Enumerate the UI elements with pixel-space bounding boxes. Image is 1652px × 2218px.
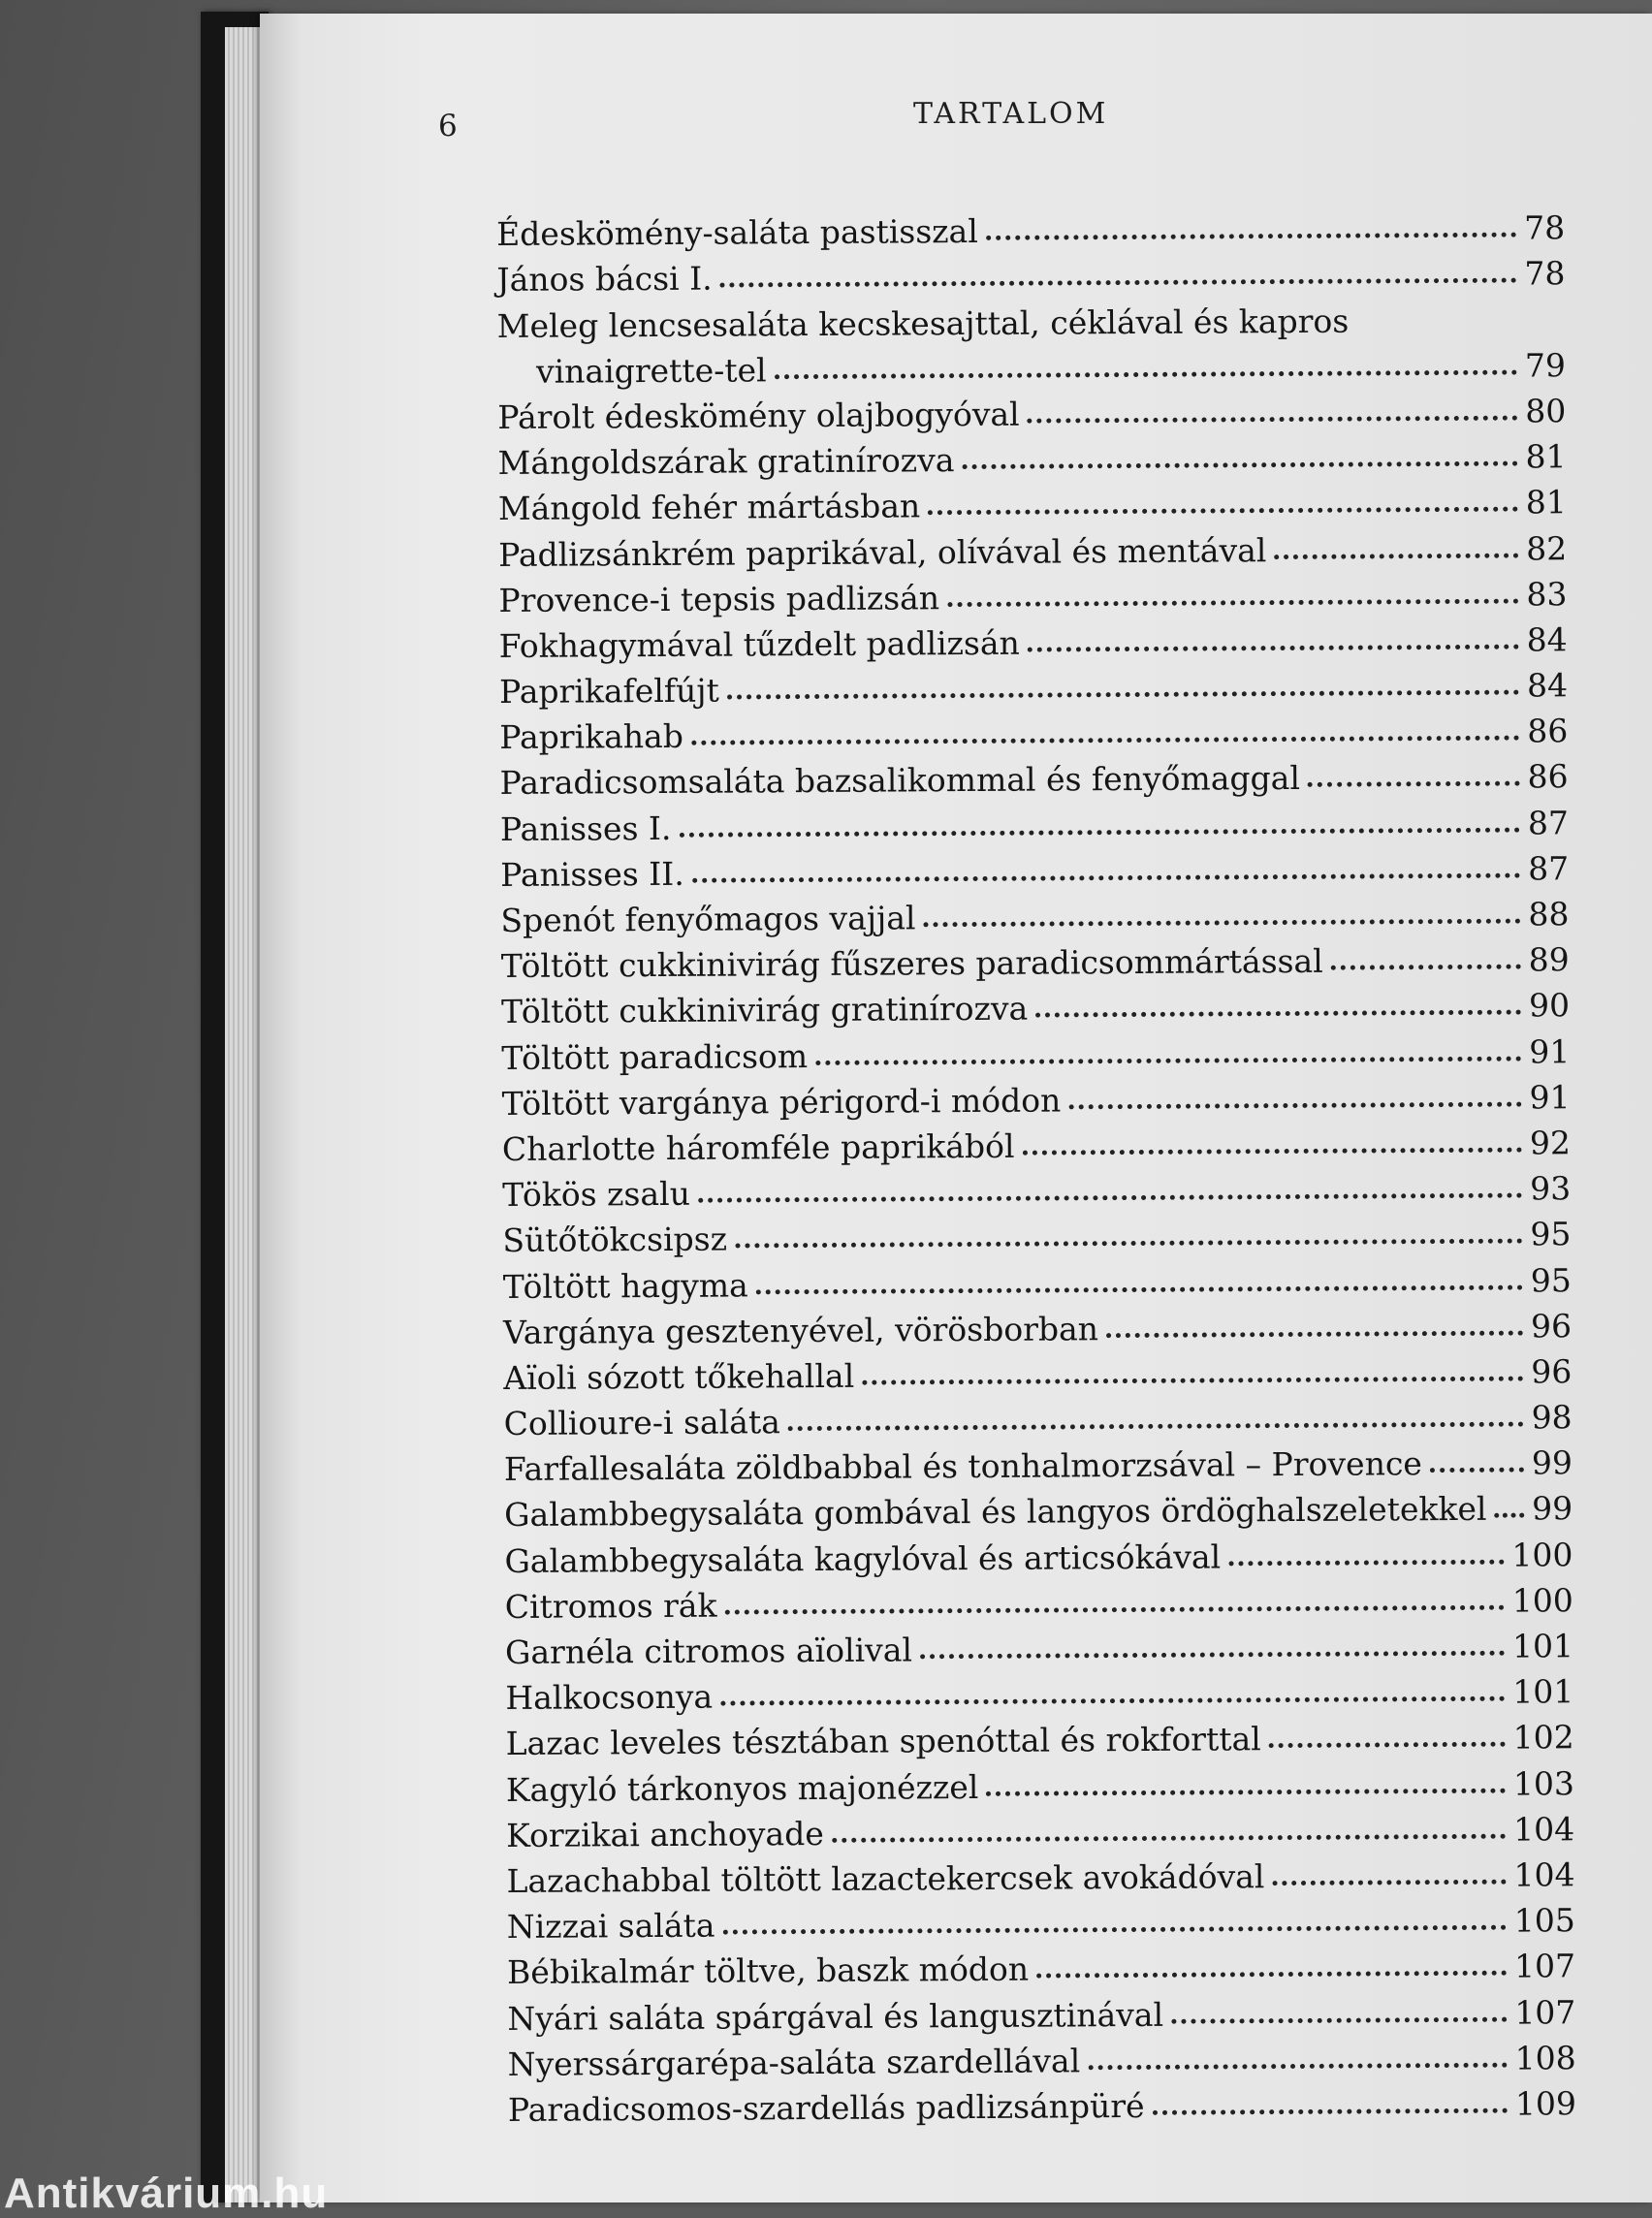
toc-entry-page: 96 bbox=[1531, 1352, 1573, 1391]
dot-leader bbox=[1088, 2030, 1508, 2070]
toc-entry-title: Halkocsonya bbox=[505, 1677, 714, 1718]
toc-entry-page: 93 bbox=[1530, 1169, 1572, 1208]
toc-entry bbox=[508, 2080, 1576, 2133]
toc-entry-page: 108 bbox=[1514, 2038, 1576, 2077]
dot-leader bbox=[1272, 1848, 1506, 1885]
toc-entry-title: Paradicsomos-szardellás padlizsánpüré bbox=[507, 2086, 1145, 2129]
dot-leader bbox=[862, 1344, 1523, 1384]
toc-entry-page: 99 bbox=[1532, 1489, 1573, 1528]
toc-entry-page: 90 bbox=[1528, 986, 1571, 1025]
toc-entry-title: Panisses II. bbox=[500, 854, 684, 894]
toc-entry-title: Nizzai saláta bbox=[506, 1906, 715, 1947]
toc-entry-title: Édeskömény-saláta pastisszal bbox=[496, 212, 978, 254]
dot-leader bbox=[724, 1572, 1504, 1614]
dot-leader bbox=[1152, 2076, 1508, 2115]
toc-entry-page: 107 bbox=[1514, 1992, 1576, 2032]
dot-leader bbox=[1269, 1710, 1506, 1748]
toc-entry-page: 104 bbox=[1513, 1809, 1575, 1849]
toc-entry-page: 98 bbox=[1531, 1398, 1573, 1437]
toc-entry-title: Farfallesaláta zöldbabbal és tonhalmorzsával – Provence bbox=[503, 1444, 1423, 1489]
dot-leader bbox=[1494, 1481, 1524, 1518]
dot-leader bbox=[1308, 749, 1520, 787]
toc-entry-page: 91 bbox=[1529, 1078, 1571, 1117]
toc-entry-title: Spenót fenyőmagos vajjal bbox=[500, 899, 916, 939]
dot-leader bbox=[1430, 1436, 1524, 1473]
table-of-contents bbox=[496, 205, 1576, 2133]
toc-entry-page: 88 bbox=[1528, 895, 1570, 934]
dot-leader bbox=[719, 246, 1516, 288]
toc-entry-title: János bácsi I. bbox=[496, 260, 713, 300]
toc-entry-page: 100 bbox=[1511, 1535, 1573, 1574]
toc-entry-title: Fokhagymával tűzdelt padlizsán bbox=[498, 623, 1020, 665]
dot-leader bbox=[928, 475, 1518, 516]
dot-leader bbox=[698, 1161, 1523, 1203]
dot-leader bbox=[691, 704, 1520, 745]
toc-entry-title: Párolt édeskömény olajbogyóval bbox=[497, 395, 1020, 436]
toc-entry-page: 95 bbox=[1530, 1215, 1572, 1253]
toc-entry-page: 79 bbox=[1524, 346, 1567, 385]
toc-entry-page: 92 bbox=[1529, 1124, 1572, 1162]
toc-entry-title: Garnéla citromos aïolival bbox=[504, 1631, 913, 1671]
toc-entry-title: Sütőtökcsipsz bbox=[502, 1220, 728, 1260]
dot-leader bbox=[1035, 978, 1521, 1018]
dot-leader bbox=[832, 1801, 1507, 1842]
toc-entry-page: 104 bbox=[1513, 1855, 1575, 1894]
toc-entry-page: 87 bbox=[1528, 849, 1570, 888]
toc-entry-title: Kagyló tárkonyos majonézzel bbox=[505, 1767, 979, 1809]
toc-entry-page: 101 bbox=[1511, 1627, 1574, 1665]
toc-entry-title: Mángold fehér mártásban bbox=[497, 487, 921, 528]
toc-entry-title: Töltött paradicsom bbox=[501, 1036, 809, 1077]
dot-leader bbox=[1028, 612, 1519, 651]
toc-entry-title: Vargánya gesztenyével, vörösborban bbox=[502, 1309, 1099, 1351]
toc-entry-title: Paradicsomsaláta bazsalikommal és fenyőmaggal bbox=[499, 759, 1301, 803]
toc-entry-title: Töltött vargánya périgord-i módon bbox=[501, 1081, 1062, 1123]
toc-entry-page: 81 bbox=[1525, 483, 1567, 522]
page-number: 6 bbox=[438, 109, 458, 143]
toc-entry-title: Galambbegysaláta gombával és langyos ördöghalszeletekkel bbox=[504, 1490, 1487, 1535]
toc-entry-page: 82 bbox=[1526, 528, 1568, 568]
dot-leader bbox=[679, 795, 1520, 837]
dot-leader bbox=[1106, 1298, 1523, 1338]
toc-entry-title: Bébikalmár töltve, baszk módon bbox=[506, 1949, 1030, 1992]
dot-leader bbox=[1171, 1984, 1508, 2023]
dot-leader bbox=[1331, 933, 1521, 970]
toc-entry-page: 83 bbox=[1526, 574, 1568, 614]
dot-leader bbox=[774, 337, 1517, 379]
toc-entry-title: Charlotte háromféle paprikából bbox=[501, 1126, 1015, 1168]
toc-entry-title: Padlizsánkrém paprikával, olívával és mentával bbox=[498, 530, 1267, 574]
toc-entry-title: Panisses I. bbox=[499, 808, 672, 848]
toc-entry-title: Lazachabbal töltött lazactekercsek avokádóval bbox=[506, 1857, 1265, 1900]
toc-entry-page: 95 bbox=[1530, 1260, 1572, 1300]
toc-entry-title: Paprikahab bbox=[499, 717, 684, 757]
toc-entry-page: 78 bbox=[1524, 254, 1566, 293]
toc-entry-page: 78 bbox=[1524, 208, 1566, 247]
toc-entry-title: Meleg lencsesaláta kecskesajttal, céklával és kapros bbox=[496, 301, 1350, 345]
toc-entry-page: 84 bbox=[1526, 620, 1568, 659]
toc-entry-title-continued: vinaigrette-tel bbox=[535, 351, 767, 391]
toc-entry-page: 86 bbox=[1527, 712, 1569, 750]
dot-leader bbox=[1068, 1069, 1521, 1109]
toc-entry-title: Töltött cukkinivirág gratinírozva bbox=[500, 990, 1029, 1031]
toc-entry-page: 102 bbox=[1512, 1718, 1574, 1757]
toc-entry-title: Mángoldszárak gratinírozva bbox=[497, 441, 955, 483]
toc-entry-page: 99 bbox=[1531, 1443, 1573, 1482]
toc-entry-page: 80 bbox=[1525, 392, 1567, 430]
dot-leader bbox=[1027, 384, 1517, 424]
toc-entry-page: 86 bbox=[1527, 757, 1569, 796]
toc-entry-page: 109 bbox=[1514, 2084, 1577, 2123]
dot-leader bbox=[947, 566, 1519, 607]
toc-entry-title: Lazac leveles tésztában spenóttal és rokforttal bbox=[505, 1720, 1261, 1763]
toc-entry-page: 100 bbox=[1511, 1581, 1573, 1620]
toc-entry-title: Töltött hagyma bbox=[502, 1265, 748, 1306]
dot-leader bbox=[986, 1756, 1506, 1795]
dot-leader bbox=[735, 1207, 1523, 1249]
toc-entry bbox=[496, 250, 1565, 302]
dot-leader bbox=[720, 1664, 1505, 1706]
toc-entry-page: 91 bbox=[1529, 1031, 1571, 1071]
toc-entry-page: 81 bbox=[1525, 437, 1567, 476]
toc-entry-page: 96 bbox=[1530, 1306, 1573, 1346]
dot-leader bbox=[788, 1390, 1524, 1432]
running-head: TARTALOM bbox=[913, 97, 1109, 131]
toc-entry-title: Paprikafelfújt bbox=[498, 671, 719, 712]
toc-entry-title: Nyári saláta spárgával és langusztinával bbox=[507, 1995, 1164, 2038]
dot-leader bbox=[962, 429, 1517, 470]
toc-entry-title: Nyerssárgarépa-saláta szardellával bbox=[507, 2042, 1081, 2083]
dot-leader bbox=[986, 201, 1517, 240]
toc-entry-page: 107 bbox=[1513, 1947, 1576, 1985]
toc-entry-title: Provence-i tepsis padlizsán bbox=[498, 578, 940, 619]
dot-leader bbox=[722, 1893, 1507, 1935]
dot-leader bbox=[920, 1619, 1505, 1660]
toc-entry-title: Citromos rák bbox=[504, 1586, 717, 1626]
dot-leader bbox=[692, 840, 1521, 882]
dot-leader bbox=[1228, 1527, 1505, 1566]
dot-leader bbox=[815, 1024, 1521, 1064]
toc-entry-page: 105 bbox=[1513, 1901, 1575, 1940]
toc-entry-title: Collioure-i saláta bbox=[503, 1403, 780, 1443]
dot-leader bbox=[1022, 1115, 1522, 1155]
dot-leader bbox=[727, 658, 1519, 700]
dot-leader bbox=[1274, 521, 1518, 559]
toc-entry-title: Tökös zsalu bbox=[502, 1174, 691, 1215]
watermark: Antikvárium.hu bbox=[4, 2170, 329, 2217]
toc-entry-title: Töltött cukkinivirág fűszeres paradicsommártással bbox=[500, 941, 1323, 986]
dot-leader bbox=[923, 887, 1520, 928]
toc-entry-page: 103 bbox=[1512, 1763, 1575, 1803]
toc-entry-title: Galambbegysaláta kagylóval és articsókával bbox=[504, 1537, 1222, 1580]
toc-entry-title: Aïoli sózott tőkehallal bbox=[503, 1356, 855, 1397]
toc-entry-title: Korzikai anchoyade bbox=[506, 1814, 824, 1854]
toc-entry-page: 84 bbox=[1526, 666, 1569, 705]
toc-entry-page: 87 bbox=[1527, 803, 1569, 842]
toc-entry-page: 89 bbox=[1528, 940, 1570, 979]
toc-entry-page: 101 bbox=[1512, 1672, 1574, 1711]
dot-leader bbox=[1036, 1939, 1507, 1979]
dot-leader bbox=[756, 1252, 1523, 1294]
